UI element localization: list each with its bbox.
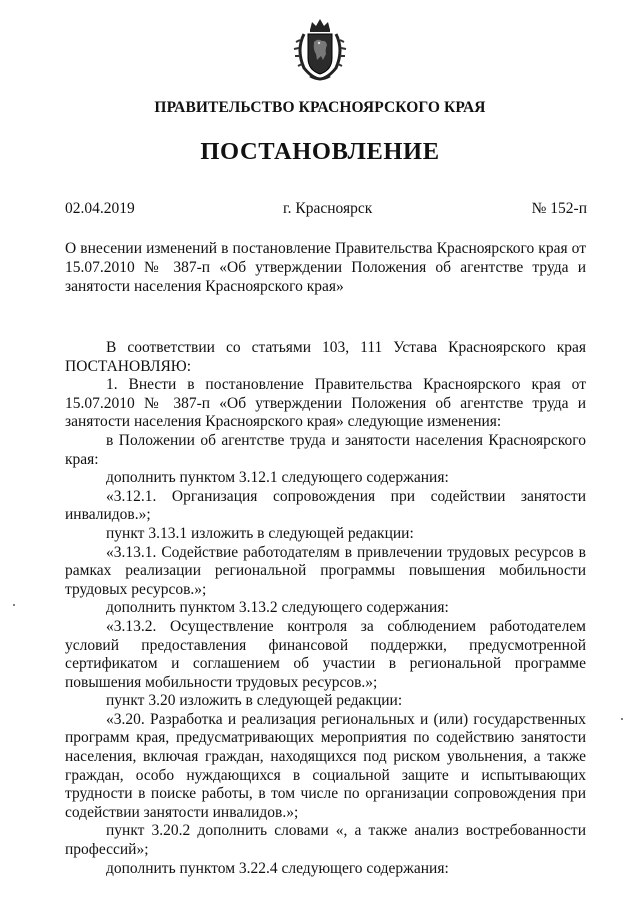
document-city: г. Красноярск [283,200,373,217]
scan-speck [13,604,15,606]
krasnoyarsk-coat-of-arms-icon [290,16,350,82]
paragraph: дополнить пунктом 3.12.1 следующего содержания: [106,469,449,487]
paragraph: «3.12.1. Организация сопровождения при содействии занятости инвалидов.»; [65,487,586,524]
paragraph: В соответствии со статьями 103, 111 Устава Красноярского края ПОСТАНОВЛЯЮ: [65,339,586,375]
paragraph: «3.13.1. Содействие работодателям в привлечении трудовых ресурсов в рамках реализации региональной программы повышения мобильности трудовых ресурсов.»; [65,543,586,598]
paragraph: в Положении об агентстве труда и занятости населения Красноярского края: [65,431,586,468]
paragraph: дополнить пунктом 3.13.2 следующего содержания: [106,599,449,617]
paragraph: «3.13.2. Осуществление контроля за соблюдением работодателем условий предоставления финансовой поддержки, предусмотренной сертификатом и соглашением об участии в региональной программе повышения мобильности трудовых ресурсов.»; [65,617,586,691]
document-date: 02.04.2019 [65,200,135,217]
document-subject: О внесении изменений в постановление Правительства Красноярского края от 15.07.2010 № 387-п «Об утверждении Положения об агентстве труда и занятости населения Красноярского края» [65,240,586,295]
document-number: № 152-п [531,200,587,217]
document-title: ПОСТАНОВЛЕНИЕ [200,138,440,165]
government-name: ПРАВИТЕЛЬСТВО КРАСНОЯРСКОГО КРАЯ [154,99,486,116]
paragraph: «3.20. Разработка и реализация региональных и (или) государственных программ края, предусматривающих мероприятия по содействию занятости населения, включая граждан, находящихся под риском увольнения, а также граждан, особо нуждающихся в социальной защите и испытывающих трудности в поиске работы, в том числе по организации сопровождения при содействии занятости инвалидов.»; [65,710,586,821]
paragraph: пункт 3.20.2 дополнить словами «, а также анализ востребованности профессий»; [65,822,586,859]
scan-speck [621,718,623,720]
paragraph: дополнить пунктом 3.22.4 следующего содержания: [106,859,449,877]
document-body [65,339,586,878]
paragraph: пункт 3.13.1 изложить в следующей редакции: [106,524,414,542]
paragraph: 1. Внести в постановление Правительства Красноярского края от 15.07.2010 № 387-п «Об утверждении Положения об агентстве труда и занятости населения Красноярского края» следующие изменения: [65,376,586,431]
paragraph: пункт 3.20 изложить в следующей редакции: [106,692,403,710]
